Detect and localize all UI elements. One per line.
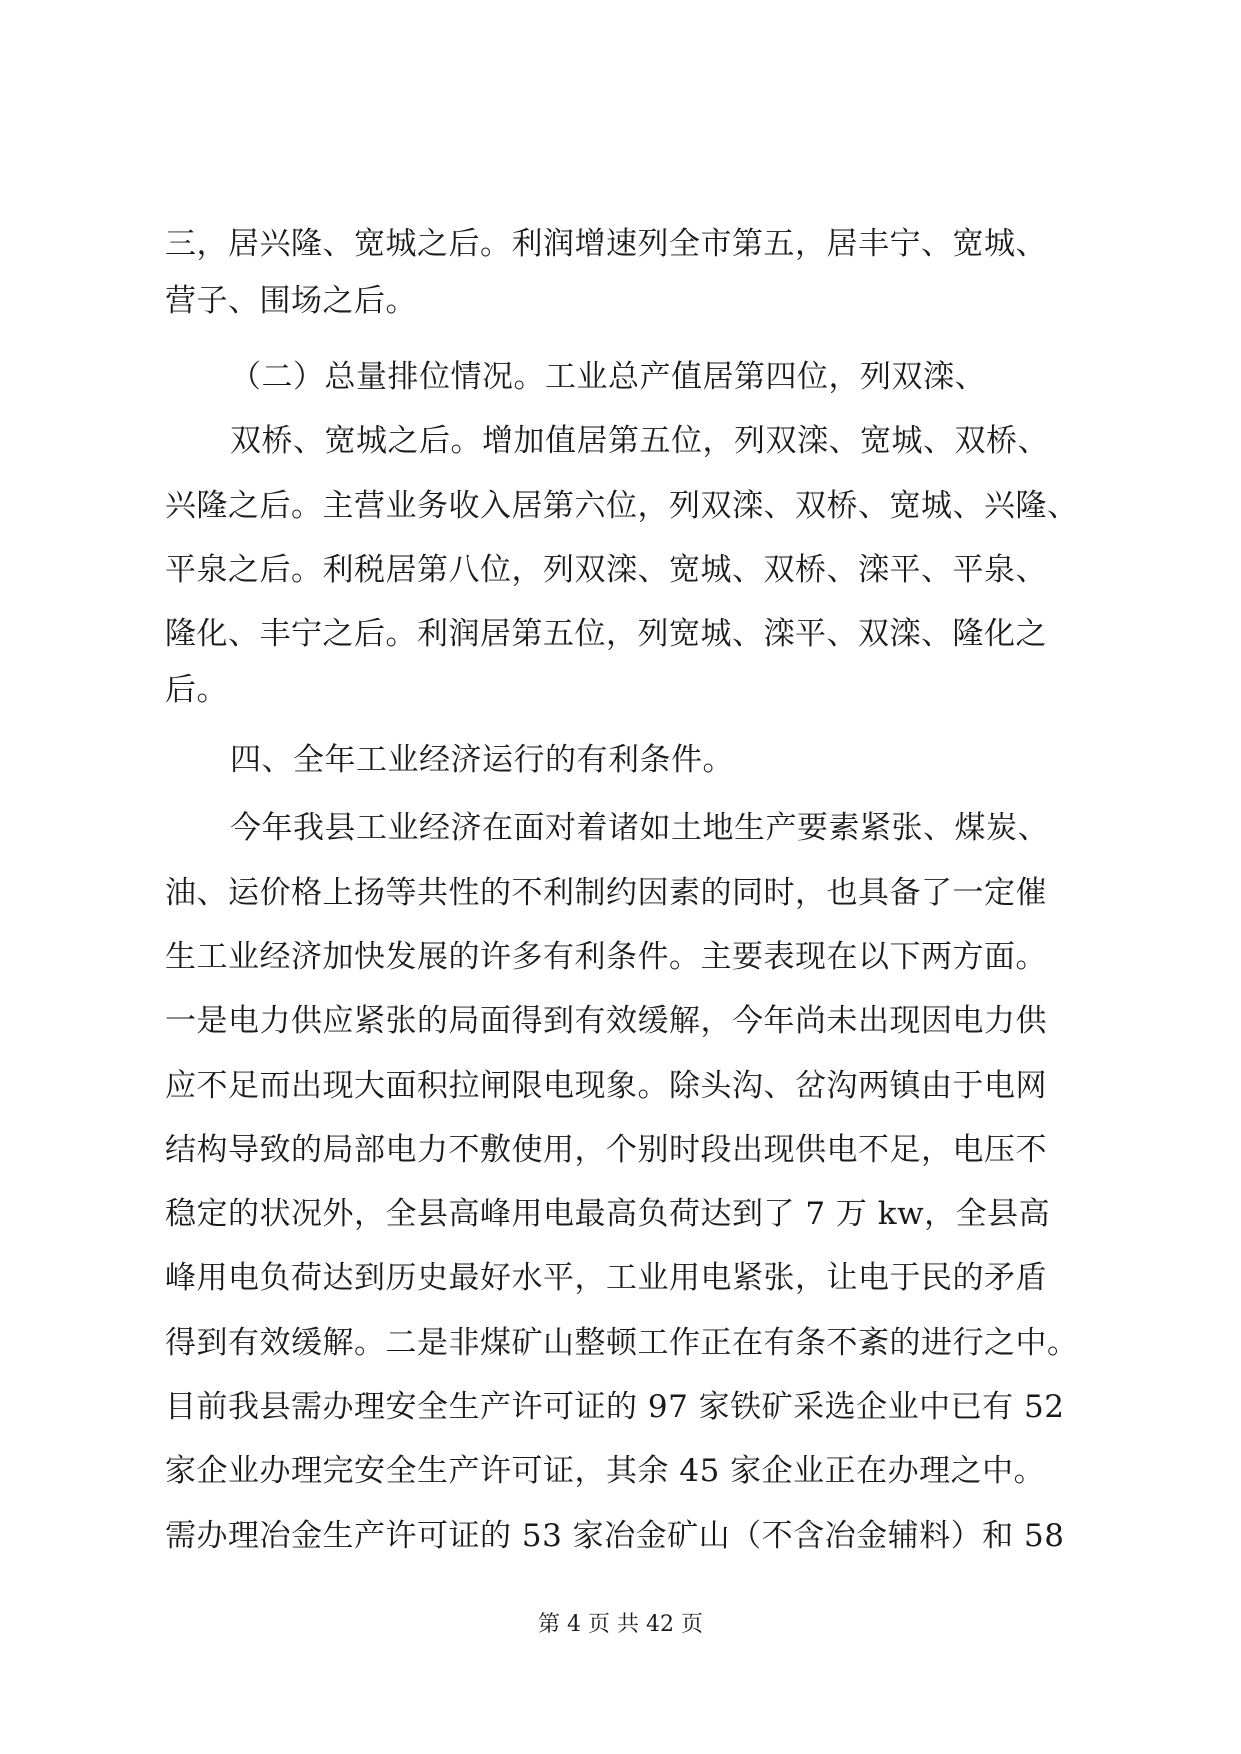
text-line: 三，居兴隆、宽城之后。利润增速列全市第五，居丰宁、宽城、 <box>165 226 1047 262</box>
page-number: 第 4 页 共 42 页 <box>538 1612 703 1637</box>
text-line: 油、运价格上扬等共性的不利制约因素的同时，也具备了一定催 <box>165 875 1047 911</box>
text-line: 家企业办理完安全生产许可证，其余 45 家企业正在办理之中。 <box>165 1453 1046 1489</box>
text-line: 一是电力供应紧张的局面得到有效缓解，今年尚未出现因电力供 <box>165 1003 1047 1039</box>
text-line: 目前我县需办理安全生产许可证的 97 家铁矿采选企业中已有 52 <box>165 1389 1065 1425</box>
section-heading: 四、全年工业经济运行的有利条件。 <box>230 742 734 778</box>
text-line: 结构导致的局部电力不敷使用，个别时段出现供电不足，电压不 <box>165 1132 1047 1168</box>
text-line: 稳定的状况外，全县高峰用电最高负荷达到了 7 万 kw，全县高 <box>165 1196 1051 1232</box>
text-line: 今年我县工业经济在面对着诸如土地生产要素紧张、煤炭、 <box>230 810 1049 846</box>
text-line: 双桥、宽城之后。增加值居第五位，列双滦、宽城、双桥、 <box>230 423 1049 459</box>
text-line: 平泉之后。利税居第八位，列双滦、宽城、双桥、滦平、平泉、 <box>165 552 1047 588</box>
text-line: 后。 <box>165 672 228 708</box>
section-heading: （二）总量排位情况。工业总产值居第四位，列双滦、 <box>230 359 986 395</box>
text-line: 生工业经济加快发展的许多有利条件。主要表现在以下两方面。 <box>165 939 1047 975</box>
text-line: 峰用电负荷达到历史最好水平，工业用电紧张，让电于民的矛盾 <box>165 1260 1047 1296</box>
text-line: 需办理冶金生产许可证的 53 家冶金矿山（不含冶金辅料）和 58 <box>165 1518 1065 1554</box>
text-line: 营子、围场之后。 <box>165 283 417 319</box>
text-line: 应不足而出现大面积拉闸限电现象。除头沟、岔沟两镇由于电网 <box>165 1068 1047 1104</box>
text-line: 得到有效缓解。二是非煤矿山整顿工作正在有条不紊的进行之中。 <box>165 1325 1079 1361</box>
text-line: 隆化、丰宁之后。利润居第五位，列宽城、滦平、双滦、隆化之 <box>165 616 1047 652</box>
text-line: 兴隆之后。主营业务收入居第六位，列双滦、双桥、宽城、兴隆、 <box>165 488 1079 524</box>
